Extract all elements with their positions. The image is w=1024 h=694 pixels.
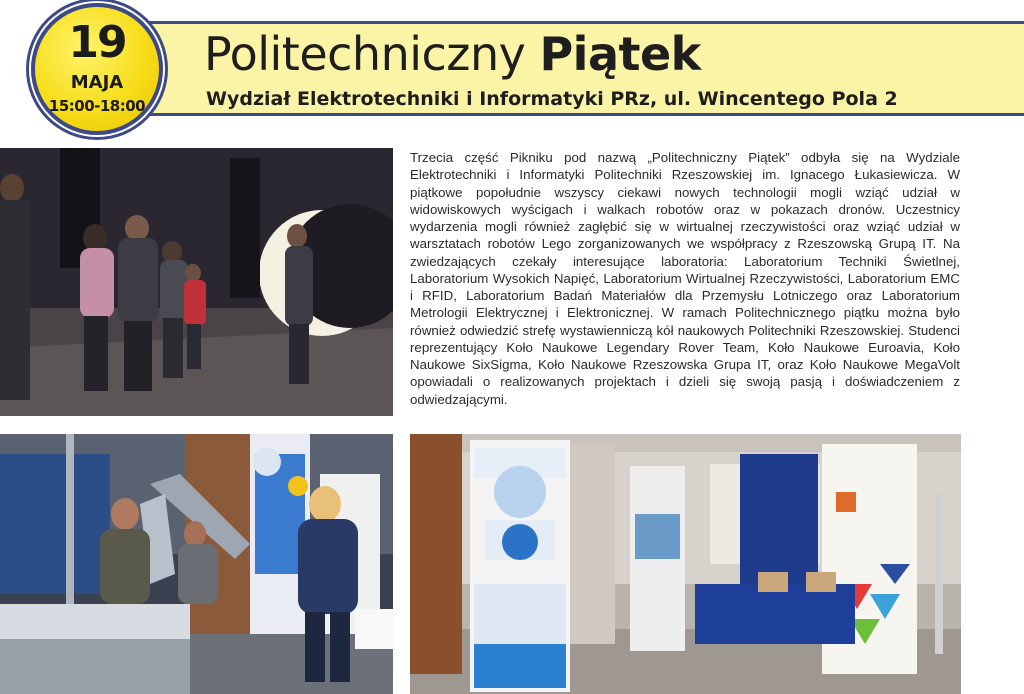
article-body: Trzecia część Pikniku pod nazwą „Politechniczny Piątek” odbyła się na Wydziale Elektrotechniki i Informatyki Politechniki Rzeszowskiej im. Ignacego Łukasiewicza. W piątkowe popołudnie wszyscy ciekawi nowych technologii mogli wziąć udział w widowiskowych wyścigach i walkach robotów oraz w pokazach dronów. Uczestnicy wydarzenia mogli również zagłębić się w wirtualnej rzeczywistości oraz wziąć udział w warsztatach robotów Lego zorganizowanych we współpracy z Rzeszowską Grupą IT. Na zwiedzających czekały interesujące laboratoria: Laboratorium Techniki Świetlnej, Laboratorium Wysokich Napięć, Laboratorium Wirtualnej Rzeczywistości, Laboratorium EMC i RFID, Laboratorium Badań Materiałów dla Przemysłu Lotniczego oraz Laboratorium Metrologii Elektrycznej i Elektronicznej. W ramach Politechnicznego piątku można było również odwiedzić strefę wystawienniczą kół naukowych Politechniki Rzeszowskiej. Studenci reprezentujący Koło Naukowe Legendary Rover Team, Koło Naukowe Euroavia, Koło Naukowe SixSigma, Koło Naukowe Rzeszowska Grupa IT, oraz Koło Naukowe MegaVolt opowiadali o realizowanych projektach i dzieli się swoją pasją i doświadczeniem z odwiedzającymi. — [410, 150, 960, 407]
page-subtitle: Wydział Elektrotechniki i Informatyki PRz, ul. Wincentego Pola 2 — [206, 88, 898, 110]
date-hours: 15:00-18:00 — [48, 97, 146, 115]
photo-robot-show — [0, 148, 393, 416]
photo-exhibition — [410, 434, 961, 694]
photo-robotic-arm — [0, 434, 393, 694]
page-title-regular: Politechniczny — [204, 27, 526, 81]
page-title — [204, 26, 701, 82]
date-badge — [31, 3, 163, 135]
date-day: 19 — [68, 17, 126, 68]
page-title-bold: Piątek — [539, 27, 701, 81]
date-month: MAJA — [70, 72, 124, 93]
